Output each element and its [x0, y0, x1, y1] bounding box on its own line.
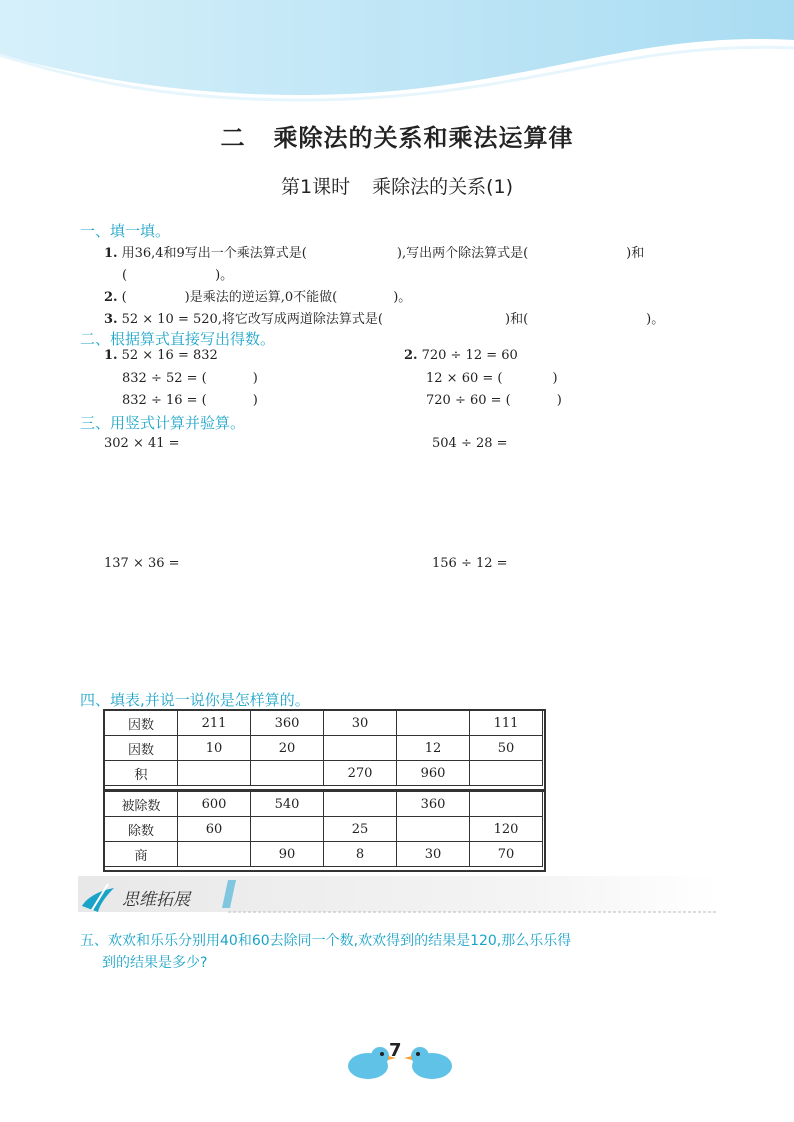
table-cell: 20	[251, 736, 324, 761]
section-2-right-q2	[426, 393, 562, 408]
table-row	[105, 842, 543, 867]
row-header-cell: 被除数	[105, 792, 178, 817]
chapter-title-text: 乘除法的关系和乘法运算律	[273, 124, 574, 152]
empty-answer-cell[interactable]	[178, 842, 251, 867]
question-1-text-d: (	[122, 268, 128, 283]
table-cell: 960	[397, 761, 470, 786]
section-2-left-q1	[122, 371, 258, 386]
question-2-text-c: )。	[393, 290, 412, 305]
question-5-line-1: 五、欢欢和乐乐分别用40和60去除同一个数,欢欢得到的结果是120,那么乐乐得	[80, 933, 572, 949]
question-3-text-a: 52 × 10 = 520,将它改写成两道除法算式是(	[121, 312, 383, 327]
table-cell: 540	[251, 792, 324, 817]
table-cell: 120	[470, 817, 543, 842]
table-cell: 12	[397, 736, 470, 761]
close-paren: )	[556, 393, 562, 408]
row-header-cell: 积	[105, 761, 178, 786]
close-paren: )	[252, 393, 258, 408]
vertical-calc-1: 302 × 41 =	[104, 436, 180, 451]
table-cell: 211	[178, 711, 251, 736]
row-header-cell: 除数	[105, 817, 178, 842]
empty-answer-cell[interactable]	[251, 761, 324, 786]
row-header-cell: 商	[105, 842, 178, 867]
empty-answer-cell[interactable]	[397, 711, 470, 736]
section-1-heading: 一、填一填。	[80, 222, 171, 240]
header-wave-decoration	[0, 0, 794, 110]
question-1-text-a: 用36,4和9写出一个乘法算式是(	[121, 246, 307, 261]
vertical-calc-2: 504 ÷ 28 =	[432, 436, 508, 451]
question-2-text-b: )是乘法的逆运算,0不能做(	[184, 290, 338, 305]
section-2-right-q1	[426, 371, 558, 386]
empty-answer-cell[interactable]	[178, 761, 251, 786]
item-number: 1.	[104, 348, 118, 363]
table-row	[105, 736, 543, 761]
question-1-line-2	[122, 264, 233, 283]
table-cell: 60	[178, 817, 251, 842]
table-cell: 270	[324, 761, 397, 786]
row-header-cell: 因数	[105, 736, 178, 761]
question-1-text-b: ),写出两个除法算式是(	[396, 246, 529, 261]
question-2-number: 2.	[104, 290, 118, 305]
empty-answer-cell[interactable]	[324, 736, 397, 761]
equation-prompt: 720 ÷ 60 = (	[426, 393, 511, 408]
given-equation: 720 ÷ 12 = 60	[421, 348, 518, 363]
table-row	[105, 817, 543, 842]
item-number: 2.	[404, 348, 418, 363]
section-4-heading: 四、填表,并说一说你是怎样算的。	[80, 691, 310, 709]
table-cell: 30	[324, 711, 397, 736]
table-cell: 25	[324, 817, 397, 842]
question-1-number: 1.	[104, 246, 118, 261]
section-2-heading: 二、根据算式直接写出得数。	[80, 330, 276, 348]
question-1-line-1	[104, 242, 644, 261]
table-cell: 50	[470, 736, 543, 761]
chapter-number: 二	[220, 124, 246, 152]
question-3-text-c: )。	[646, 312, 665, 327]
page-number: 7	[389, 1040, 402, 1061]
lesson-title	[0, 172, 794, 199]
question-5-line-2: 到的结果是多少?	[102, 955, 208, 971]
question-3-number: 3.	[104, 312, 118, 327]
section-2-right-given	[404, 348, 518, 363]
section-2-left-given	[104, 348, 218, 363]
table-row	[105, 711, 543, 736]
division-table	[104, 791, 543, 867]
table-cell: 360	[397, 792, 470, 817]
table-row	[105, 792, 543, 817]
extension-banner-text: 思维拓展	[122, 890, 190, 910]
close-paren: )	[252, 371, 258, 386]
empty-answer-cell[interactable]	[251, 817, 324, 842]
section-2-left-q2	[122, 393, 258, 408]
row-header-cell: 因数	[105, 711, 178, 736]
table-cell: 8	[324, 842, 397, 867]
vertical-calc-4: 156 ÷ 12 =	[432, 556, 508, 571]
table-cell: 111	[470, 711, 543, 736]
question-2	[104, 286, 411, 305]
vertical-calc-3: 137 × 36 =	[104, 556, 180, 571]
equation-prompt: 832 ÷ 52 = (	[122, 371, 207, 386]
section-3-heading: 三、用竖式计算并验算。	[80, 414, 246, 432]
given-equation: 52 × 16 = 832	[121, 348, 218, 363]
question-1-text-c: )和	[626, 246, 645, 261]
table-cell: 70	[470, 842, 543, 867]
table-cell: 10	[178, 736, 251, 761]
close-paren: )	[552, 371, 558, 386]
table-row	[105, 761, 543, 786]
equation-prompt: 12 × 60 = (	[426, 371, 503, 386]
empty-answer-cell[interactable]	[470, 761, 543, 786]
table-cell: 90	[251, 842, 324, 867]
empty-answer-cell[interactable]	[470, 792, 543, 817]
question-3	[104, 308, 664, 327]
table-cell: 600	[178, 792, 251, 817]
question-2-text-a: (	[121, 290, 127, 305]
question-1-text-e: )。	[215, 268, 234, 283]
lesson-title-text: 乘除法的关系(1)	[372, 176, 513, 198]
multiplication-table	[104, 710, 543, 786]
question-3-text-b: )和(	[505, 312, 529, 327]
lesson-label: 第1课时	[280, 176, 351, 198]
chapter-title	[0, 118, 794, 153]
empty-answer-cell[interactable]	[397, 817, 470, 842]
empty-answer-cell[interactable]	[324, 792, 397, 817]
equation-prompt: 832 ÷ 16 = (	[122, 393, 207, 408]
question-5	[80, 930, 730, 974]
table-cell: 30	[397, 842, 470, 867]
table-cell: 360	[251, 711, 324, 736]
